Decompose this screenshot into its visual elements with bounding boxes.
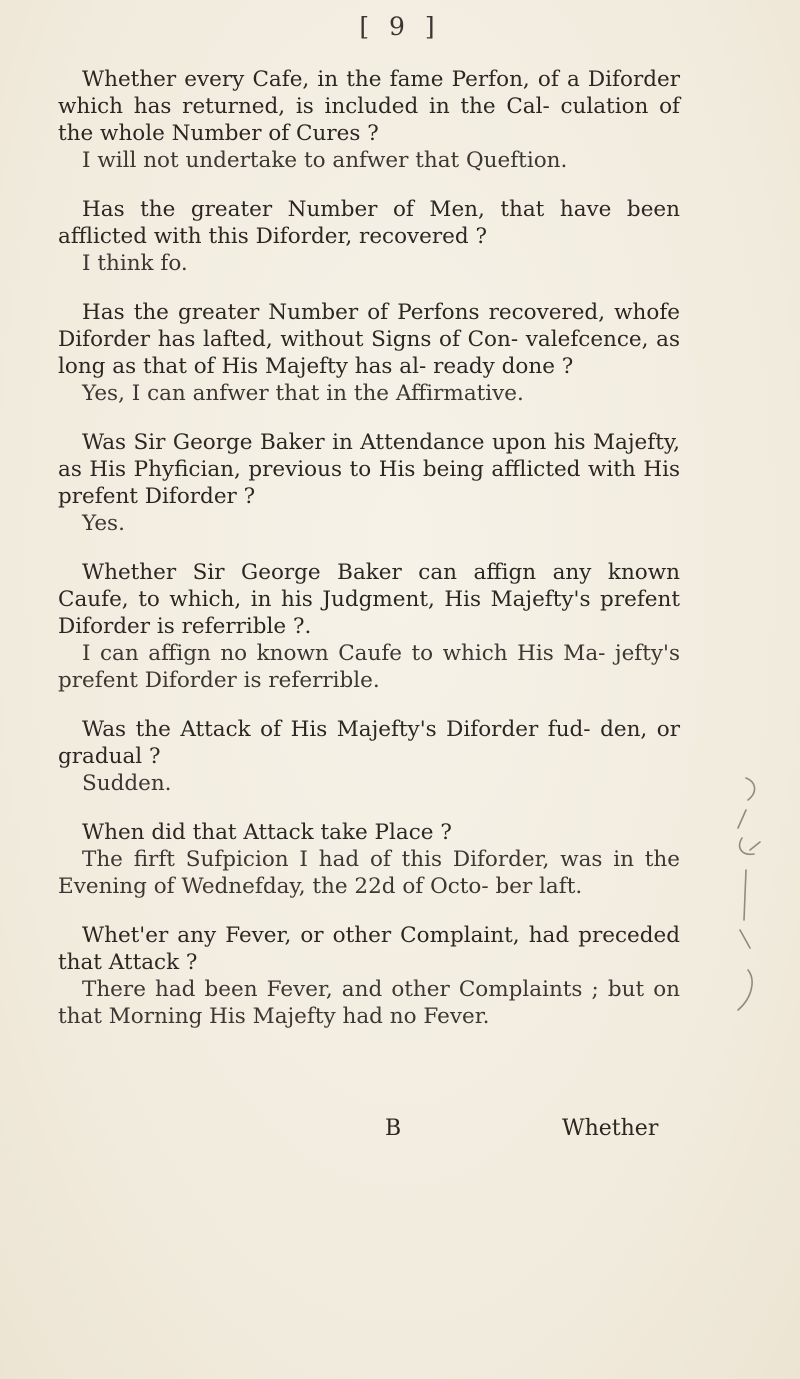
- answer-text: There had been Fever, and other Complaints ; but on that Morning His Majefty had no Fever.: [58, 977, 680, 1029]
- question-text: Was Sir George Baker in Attendance upon his Majefty, as His Phyfician, previous to His being afflicted with His prefent Diforder ?: [58, 430, 680, 509]
- page-number: [ 9 ]: [359, 12, 441, 41]
- qa-entry: [58, 922, 680, 1030]
- question-text: Has the greater Number of Perfons recovered, whofe Diforder has lafted, without Signs of Con- valefcence, as long as that of His Majefty has al- ready done ?: [58, 300, 680, 379]
- question-text: Whether Sir George Baker can affign any known Caufe, to which, in his Judgment, His Majefty's prefent Diforder is referrible ?.: [58, 560, 680, 639]
- answer-text: I can affign no known Caufe to which His Ma- jefty's prefent Diforder is referrible.: [58, 641, 680, 693]
- qa-entry: [58, 196, 680, 277]
- page-footer: [0, 1116, 800, 1156]
- question-text: Whether every Cafe, in the fame Perfon, of a Diforder which has returned, is included in the Cal- culation of the whole Number of Cures ?: [58, 67, 680, 146]
- answer-text: Sudden.: [82, 771, 172, 796]
- qa-entry: [58, 429, 680, 537]
- answer-text: Yes, I can anfwer that in the Affirmative.: [82, 381, 524, 406]
- testimony-text: [58, 66, 680, 1052]
- qa-entry: [58, 559, 680, 694]
- margin-ink-mark: [732, 770, 772, 1100]
- question-text: Has the greater Number of Men, that have been afflicted with this Diforder, recovered ?: [58, 197, 680, 249]
- qa-entry: [58, 716, 680, 797]
- answer-text: Yes.: [82, 511, 125, 536]
- signature-mark: B: [385, 1116, 402, 1141]
- answer-text: I will not undertake to anfwer that Queftion.: [82, 148, 568, 173]
- qa-entry: [58, 299, 680, 407]
- question-text: Was the Attack of His Majefty's Diforder fud- den, or gradual ?: [58, 717, 680, 769]
- question-text: Whet'er any Fever, or other Complaint, had preceded that Attack ?: [58, 923, 680, 975]
- answer-text: I think fo.: [82, 251, 188, 276]
- answer-text: The firft Sufpicion I had of this Diforder, was in the Evening of Wednefday, the 22d of Octo- ber laft.: [58, 847, 680, 899]
- question-text: When did that Attack take Place ?: [82, 820, 452, 845]
- qa-entry: [58, 66, 680, 174]
- qa-entry: [58, 819, 680, 900]
- catchword: Whether: [562, 1116, 659, 1141]
